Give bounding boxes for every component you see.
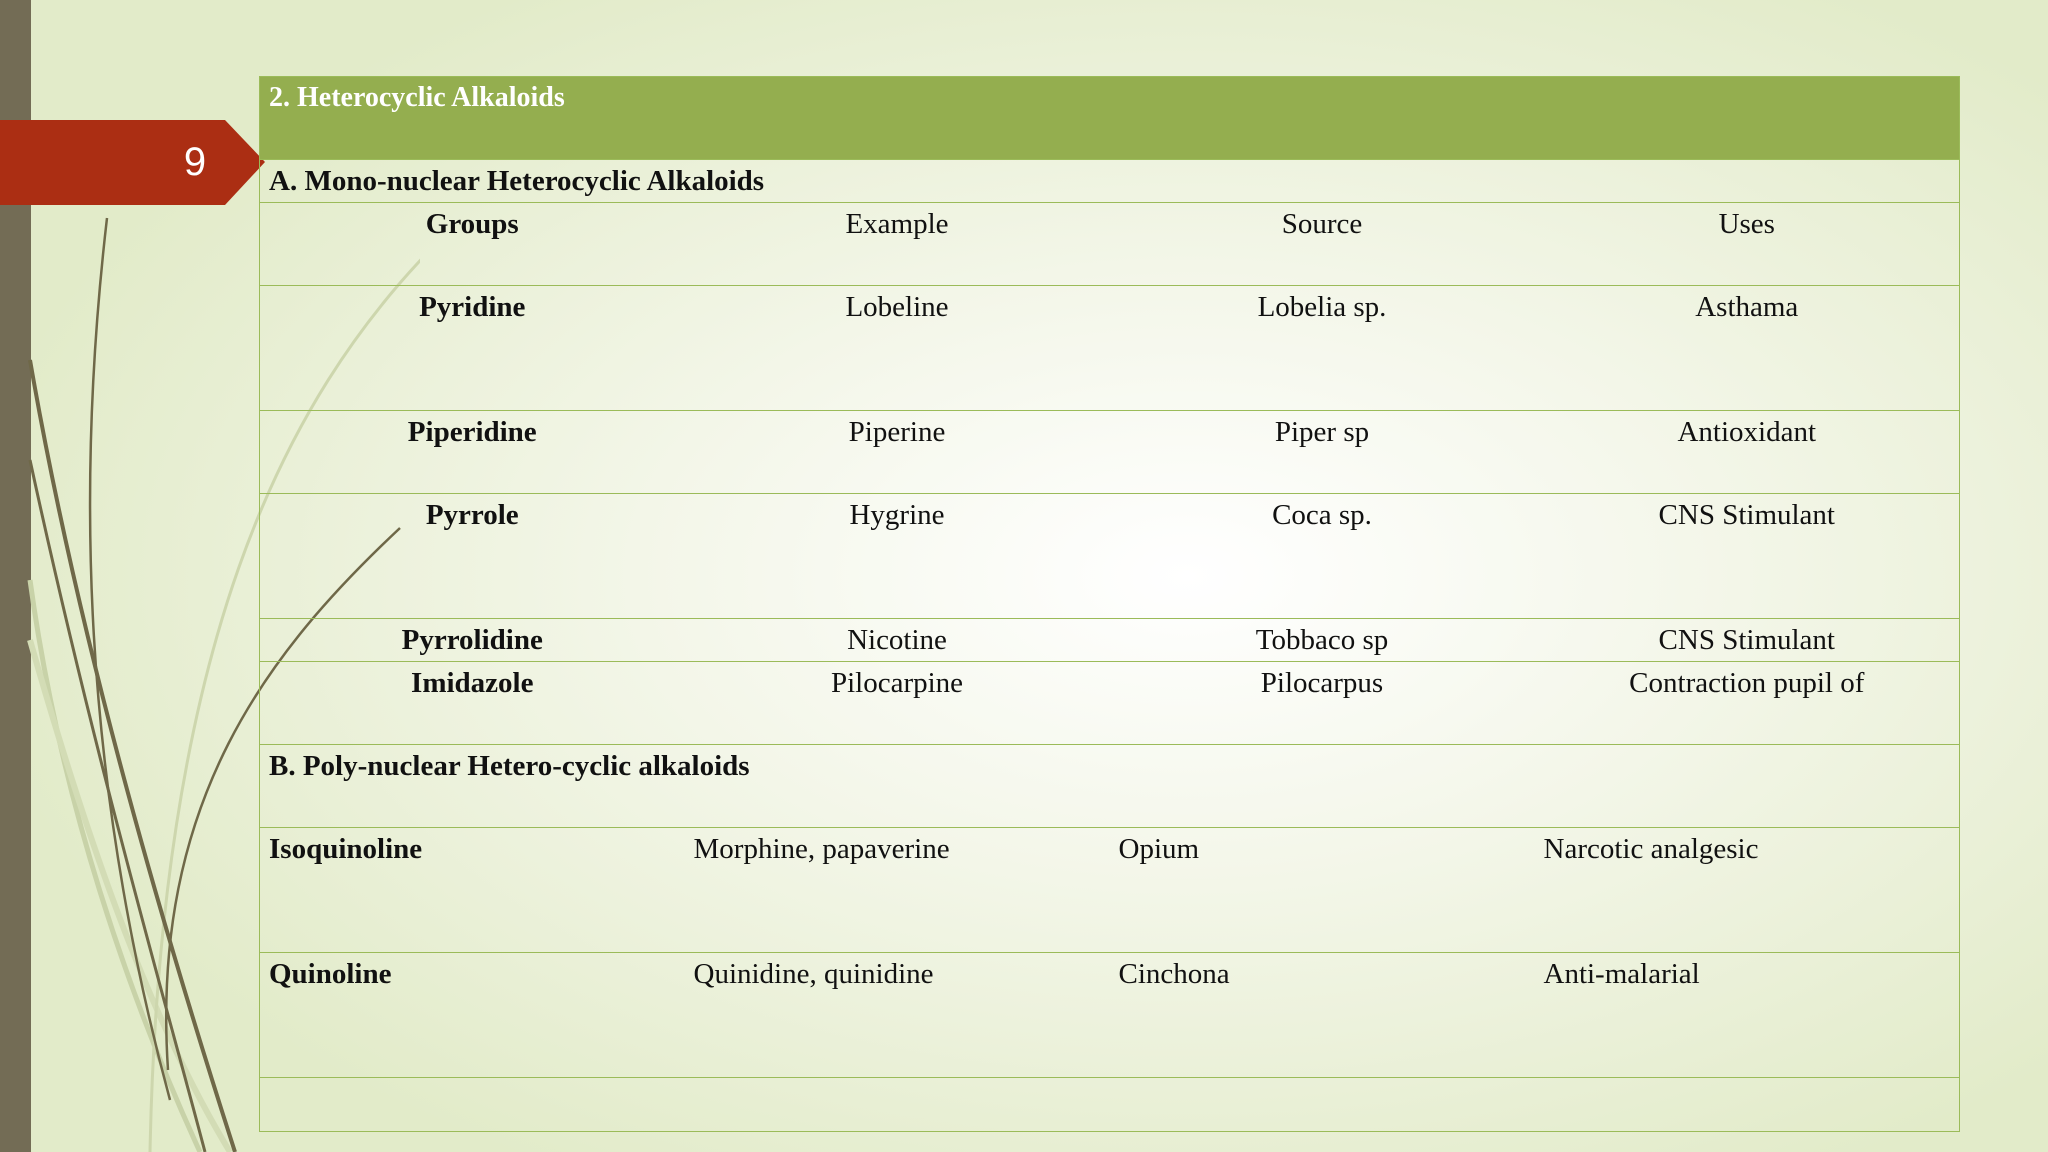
cell-example: Hygrine xyxy=(685,494,1110,619)
section-a-heading: A. Mono-nuclear Heterocyclic Alkaloids xyxy=(260,160,1960,203)
cell-uses: Asthama xyxy=(1535,286,1960,411)
cell-example: Nicotine xyxy=(685,619,1110,662)
column-header-example: Example xyxy=(685,203,1110,286)
cell-source: Opium xyxy=(1110,828,1535,953)
table-row xyxy=(260,494,1960,619)
cell-uses: Antioxidant xyxy=(1535,411,1960,494)
column-header-uses: Uses xyxy=(1535,203,1960,286)
cell-uses: CNS Stimulant xyxy=(1535,619,1960,662)
section-b-heading: B. Poly-nuclear Hetero-cyclic alkaloids xyxy=(260,745,1960,828)
table-row xyxy=(260,828,1960,953)
cell-example: Morphine, papaverine xyxy=(685,828,1110,953)
cell-group: Isoquinoline xyxy=(260,828,685,953)
column-header-source: Source xyxy=(1110,203,1535,286)
cell-uses: CNS Stimulant xyxy=(1535,494,1960,619)
column-header-row xyxy=(260,203,1960,286)
empty-table-row xyxy=(260,1078,1960,1132)
cell-uses: Narcotic analgesic xyxy=(1535,828,1960,953)
table-row xyxy=(260,619,1960,662)
cell-group: Imidazole xyxy=(260,662,685,745)
cell-group: Pyrrolidine xyxy=(260,619,685,662)
cell-source: Piper sp xyxy=(1110,411,1535,494)
table-title: 2. Heterocyclic Alkaloids xyxy=(260,77,1960,160)
cell-source: Pilocarpus xyxy=(1110,662,1535,745)
table-row xyxy=(260,953,1960,1078)
table-title-row xyxy=(260,77,1960,160)
table-row xyxy=(260,411,1960,494)
cell-group: Pyrrole xyxy=(260,494,685,619)
cell-group: Piperidine xyxy=(260,411,685,494)
slide-number: 9 xyxy=(183,140,207,184)
cell-example: Pilocarpine xyxy=(685,662,1110,745)
swoosh-light-1 xyxy=(30,580,200,1152)
table-row xyxy=(260,286,1960,411)
cell-example: Quinidine, quinidine xyxy=(685,953,1110,1078)
column-header-groups: Groups xyxy=(260,203,685,286)
swoosh-light-2 xyxy=(30,640,230,1152)
cell-uses: Anti-malarial xyxy=(1535,953,1960,1078)
cell-source: Cinchona xyxy=(1110,953,1535,1078)
cell-uses: Contraction pupil of xyxy=(1535,662,1960,745)
section-b-row xyxy=(260,745,1960,828)
cell-source: Tobbaco sp xyxy=(1110,619,1535,662)
table-row xyxy=(260,662,1960,745)
empty-cell xyxy=(260,1078,1960,1132)
cell-example: Piperine xyxy=(685,411,1110,494)
heterocyclic-alkaloids-table xyxy=(259,76,1960,1132)
cell-example: Lobeline xyxy=(685,286,1110,411)
cell-source: Lobelia sp. xyxy=(1110,286,1535,411)
cell-group: Pyridine xyxy=(260,286,685,411)
cell-group: Quinoline xyxy=(260,953,685,1078)
section-a-row xyxy=(260,160,1960,203)
slide-number-tag xyxy=(0,120,265,205)
cell-source: Coca sp. xyxy=(1110,494,1535,619)
